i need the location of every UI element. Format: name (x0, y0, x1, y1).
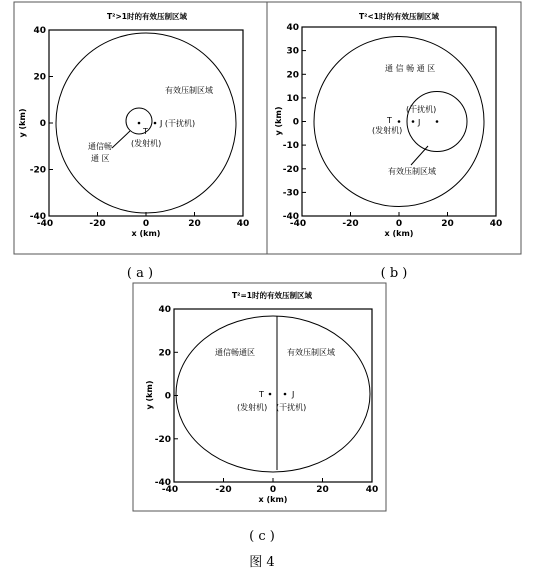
panel-b-title: T²<1时的有效压制区域 (359, 12, 439, 21)
ytick-label: 40 (158, 305, 171, 315)
panel-b-label-jammer: (干扰机) (406, 105, 437, 114)
panel-c-label-transmitter: (发射机) (237, 403, 268, 412)
panel-b-xlabel: x (km) (384, 229, 414, 238)
panel-b (267, 2, 521, 281)
panel-c-label-j: J (292, 390, 295, 399)
panel-b-label-transmitter: (发射机) (372, 126, 403, 135)
ytick-label: 0 (292, 117, 299, 128)
panel-c-label-t: T (259, 390, 264, 399)
ytick-label: -20 (282, 164, 299, 175)
xtick-label: 40 (365, 485, 379, 495)
ytick-label: -40 (154, 478, 171, 488)
panel-b-transmitter-point (398, 120, 401, 123)
panel-b-label-suppression: 有效压制区域 (388, 167, 436, 176)
panel-c-label-jammer: (干扰机) (276, 403, 307, 412)
xtick-label: 20 (316, 485, 329, 495)
xtick-label: 20 (441, 219, 454, 229)
panel-a-label-comm1: 通信畅 (88, 142, 112, 151)
ytick-label: 20 (33, 72, 46, 83)
xtick-label: -40 (36, 219, 54, 229)
xtick-label: -20 (342, 219, 359, 229)
panel-b-caption: ( b ) (380, 266, 408, 281)
panel-c-caption: ( c ) (249, 529, 275, 544)
panel-c (133, 283, 386, 544)
xtick-label: 0 (395, 219, 403, 229)
ytick-label: 0 (164, 391, 171, 402)
xtick-label: 0 (269, 485, 277, 495)
ytick-label: 20 (286, 70, 299, 81)
ytick-label: -10 (282, 141, 299, 152)
xtick-label: -40 (161, 485, 179, 495)
ytick-label: 30 (286, 46, 299, 57)
panel-c-label-comm: 通信畅通区 (215, 348, 255, 357)
panel-b-label-comm: 通 信 畅 通 区 (385, 64, 436, 73)
xtick-label: 40 (236, 219, 250, 229)
ytick-label: -30 (282, 188, 299, 199)
ytick-label: 40 (286, 23, 299, 33)
panel-b-ylabel: y (km) (274, 106, 283, 136)
ytick-label: 20 (158, 348, 171, 359)
ytick-label: 10 (286, 93, 299, 104)
xtick-label: -40 (289, 219, 307, 229)
panel-c-label-suppression: 有效压制区域 (287, 348, 335, 357)
figure-caption: 图 4 (249, 555, 275, 570)
panel-c-jammer-point (284, 393, 287, 396)
ytick-label: 0 (39, 119, 46, 129)
ytick-label: -20 (154, 434, 171, 445)
ytick-label: -40 (29, 212, 46, 222)
xtick-label: -20 (89, 219, 106, 229)
panel-a-caption: ( a ) (126, 266, 154, 281)
panel-a-ylabel: y (km) (18, 108, 27, 138)
ytick-label: -20 (29, 165, 46, 176)
xtick-label: 40 (489, 219, 503, 229)
panel-a-title: T²>1时的有效压制区域 (107, 12, 187, 21)
panel-a-label-jammer: J (干扰机) (160, 119, 196, 128)
panel-c-transmitter-point (269, 393, 272, 396)
panel-a-transmitter-point (138, 122, 141, 125)
panel-b-label-j: J (418, 118, 421, 127)
panel-b-jammer-point (412, 120, 415, 123)
panel-a-jammer-point (154, 122, 157, 125)
panel-a-xlabel: x (km) (131, 229, 161, 238)
panel-c-ylabel: y (km) (145, 380, 154, 410)
ytick-label: 40 (33, 26, 46, 36)
panel-a-label-t: T (143, 127, 148, 136)
xtick-label: -20 (215, 485, 232, 495)
xtick-label: 20 (188, 219, 201, 229)
panel-b-label-t: T (387, 116, 392, 125)
xtick-label: 0 (142, 219, 150, 229)
panel-b-center-point (436, 120, 439, 123)
ytick-label: -40 (282, 212, 299, 222)
panel-a-label-transmitter: (发射机) (131, 139, 162, 148)
panel-a (14, 2, 267, 281)
panel-a-label-suppression: 有效压制区域 (165, 86, 213, 95)
panel-c-xlabel: x (km) (258, 495, 288, 504)
panel-c-title: T²=1时的有效压制区域 (232, 291, 312, 300)
panel-a-label-comm2: 通 区 (91, 154, 110, 163)
